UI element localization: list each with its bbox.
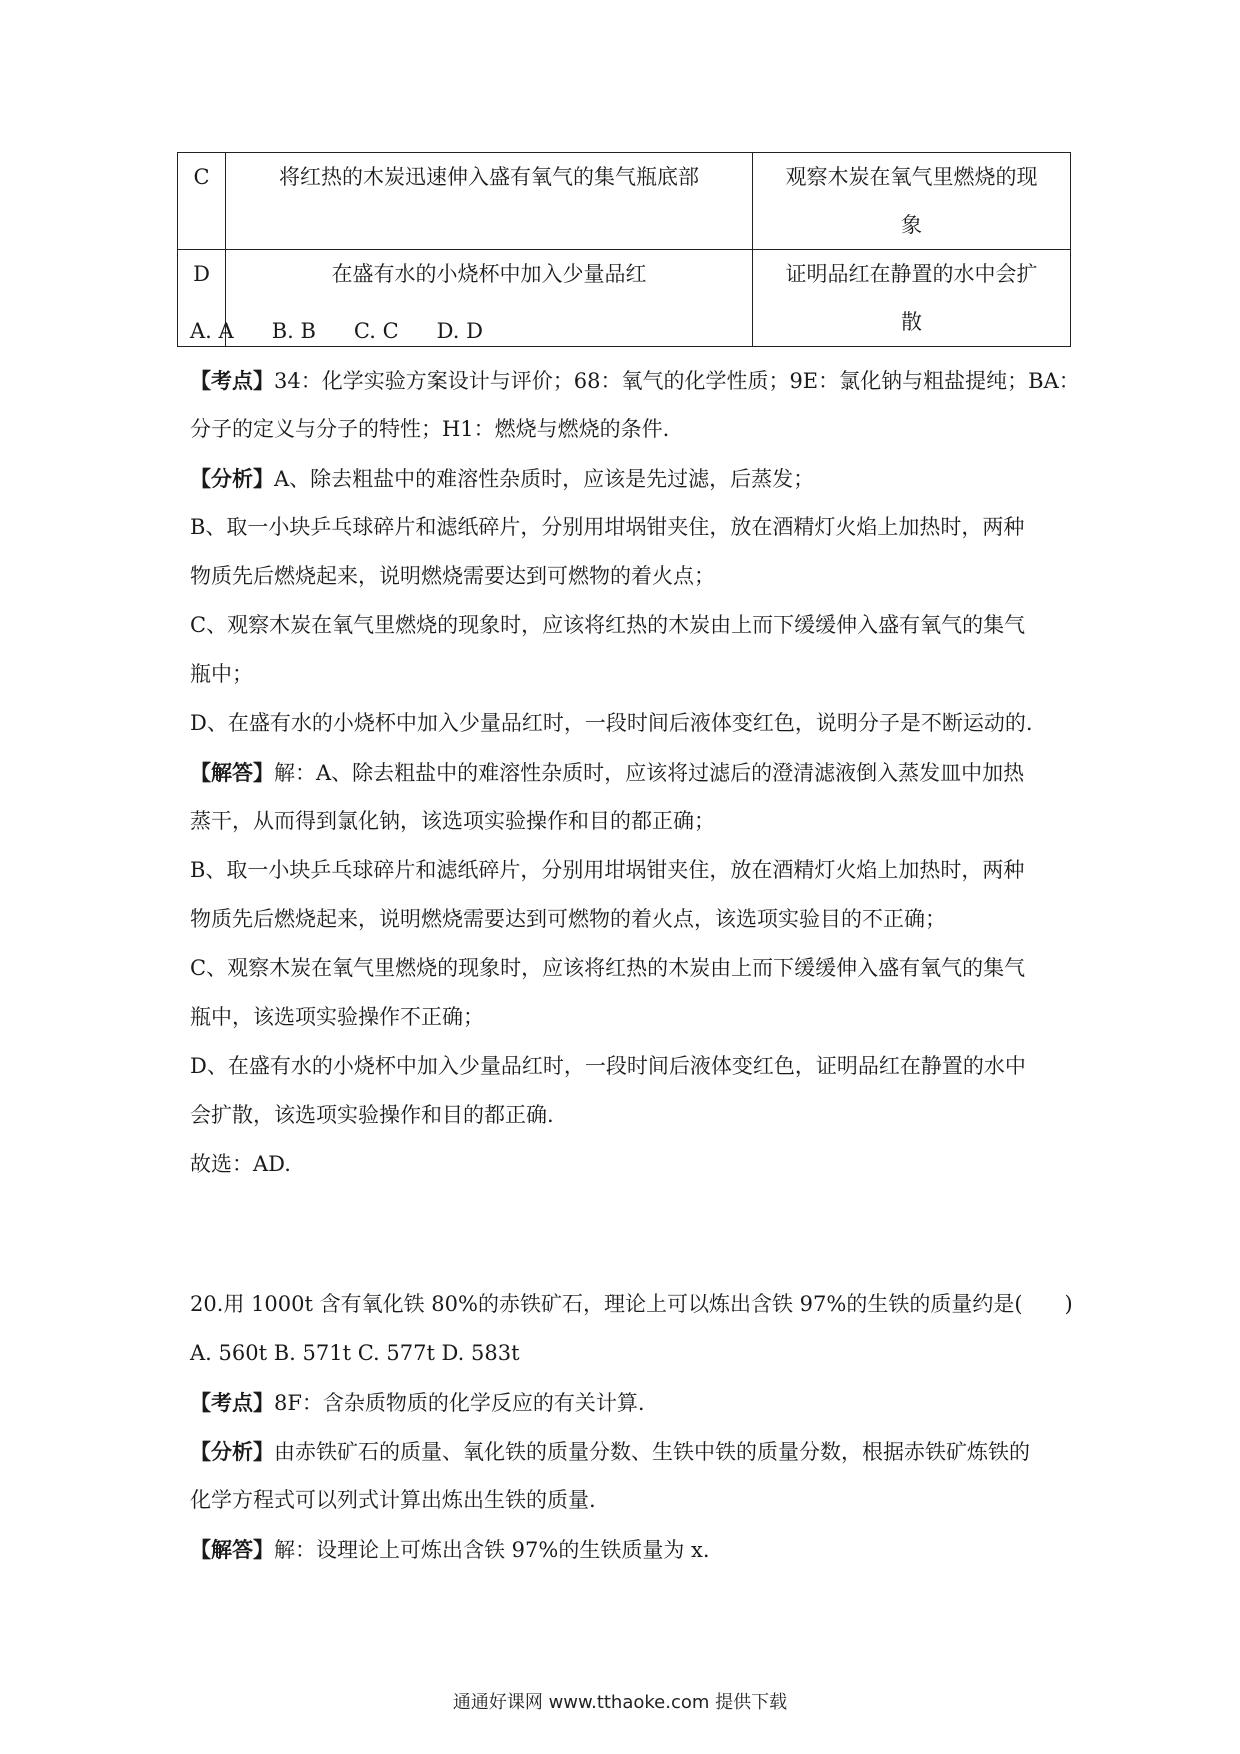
fenxi-line: C、观察木炭在氧气里燃烧的现象时，应该将红热的木炭由上而下缓缓伸入盛有氧气的集气 [190,613,1026,637]
fenxi-line [190,454,1070,503]
fenxi-line: 物质先后燃烧起来，说明燃烧需要达到可燃物的着火点； [190,564,715,588]
purpose-cell [753,153,1071,250]
purpose-line: 观察木炭在氧气里燃烧的现 [785,165,1038,189]
jieda-line: 蒸干，从而得到氯化钠，该选项实验操作和目的都正确； [190,809,715,833]
operation-cell: 将红热的木炭迅速伸入盛有氧气的集气瓶底部 [226,153,753,250]
q19-choices [190,307,1070,356]
fenxi-line [190,1427,1070,1476]
jieda-line: 会扩散，该选项实验操作和目的都正确. [190,1103,554,1127]
jieda-text: 解：设理论上可炼出含铁 97%的生铁质量为 x. [274,1538,710,1562]
kaodian-label: 【考点】 [190,368,274,393]
jieda-line: C、观察木炭在氧气里燃烧的现象时，应该将红热的木炭由上而下缓缓伸入盛有氧气的集气 [190,956,1026,980]
jieda-line: 物质先后燃烧起来，说明燃烧需要达到可燃物的着火点，该选项实验目的不正确； [190,907,946,931]
fenxi-label: 【分析】 [190,1439,274,1464]
jieda-line: D、在盛有水的小烧杯中加入少量品红时，一段时间后液体变红色，证明品红在静置的水中 [190,1054,1026,1078]
q20-stem: 20.用 1000t 含有氧化铁 80%的赤铁矿石，理论上可以炼出含铁 97%的生铁的质量约是( ) [190,1292,1073,1316]
jieda-line [190,748,1070,797]
table-row [178,153,1071,250]
jieda-line: B、取一小块乒乓球碎片和滤纸碎片，分别用坩埚钳夹住，放在酒精灯火焰上加热时，两种 [190,858,1025,882]
kaodian-line [190,1378,1070,1427]
jieda-text: 解：A、除去粗盐中的难溶性杂质时，应该将过滤后的澄清滤液倒入蒸发皿中加热 [274,761,1025,785]
kaodian-text: 34：化学实验方案设计与评价；68：氧气的化学性质；9E：氯化钠与粗盐提纯；BA： [274,369,1080,393]
choice: B. B [271,319,316,343]
kaodian-text: 8F：含杂质物质的化学反应的有关计算. [274,1391,645,1415]
choice: D. D [436,319,483,343]
jieda-line [190,1525,1070,1574]
jieda-line: 瓶中，该选项实验操作不正确； [190,1005,484,1029]
option-key: C [178,153,226,250]
fenxi-label: 【分析】 [190,466,274,491]
fenxi-line: B、取一小块乒乓球碎片和滤纸碎片，分别用坩埚钳夹住，放在酒精灯火焰上加热时，两种 [190,515,1025,539]
answer-line: 故选：AD. [190,1152,291,1176]
purpose-line: 证明品红在静置的水中会扩 [785,262,1038,286]
kaodian-label: 【考点】 [190,1390,274,1415]
q20-choices: A. 560t B. 571t C. 577t D. 583t [190,1341,520,1365]
option-key: D [178,250,226,347]
kaodian-line [190,356,1080,405]
operation-cell: 在盛有水的小烧杯中加入少量品红 [226,250,753,347]
page-footer: 通通好课网 www.tthaoke.com 提供下载 [452,1692,788,1713]
purpose-line: 散 [901,310,922,334]
jieda-label: 【解答】 [190,760,274,785]
q19-solution [190,307,1080,1189]
fenxi-text: 由赤铁矿石的质量、氧化铁的质量分数、生铁中铁的质量分数，根据赤铁矿炼铁的 [274,1440,1030,1464]
choice: C. C [353,319,399,343]
jieda-label: 【解答】 [190,1537,274,1562]
fenxi-line: D、在盛有水的小烧杯中加入少量品红时，一段时间后液体变红色，说明分子是不断运动的. [190,711,1033,735]
fenxi-line: 化学方程式可以列式计算出炼出生铁的质量. [190,1488,596,1512]
choice: A. A [190,319,234,343]
kaodian-line: 分子的定义与分子的特性；H1：燃烧与燃烧的条件. [190,417,670,441]
purpose-line: 象 [901,213,922,237]
fenxi-text: A、除去粗盐中的难溶性杂质时，应该是先过滤，后蒸发； [274,467,815,491]
fenxi-line: 瓶中； [190,662,253,686]
q20-block [190,1280,1073,1574]
